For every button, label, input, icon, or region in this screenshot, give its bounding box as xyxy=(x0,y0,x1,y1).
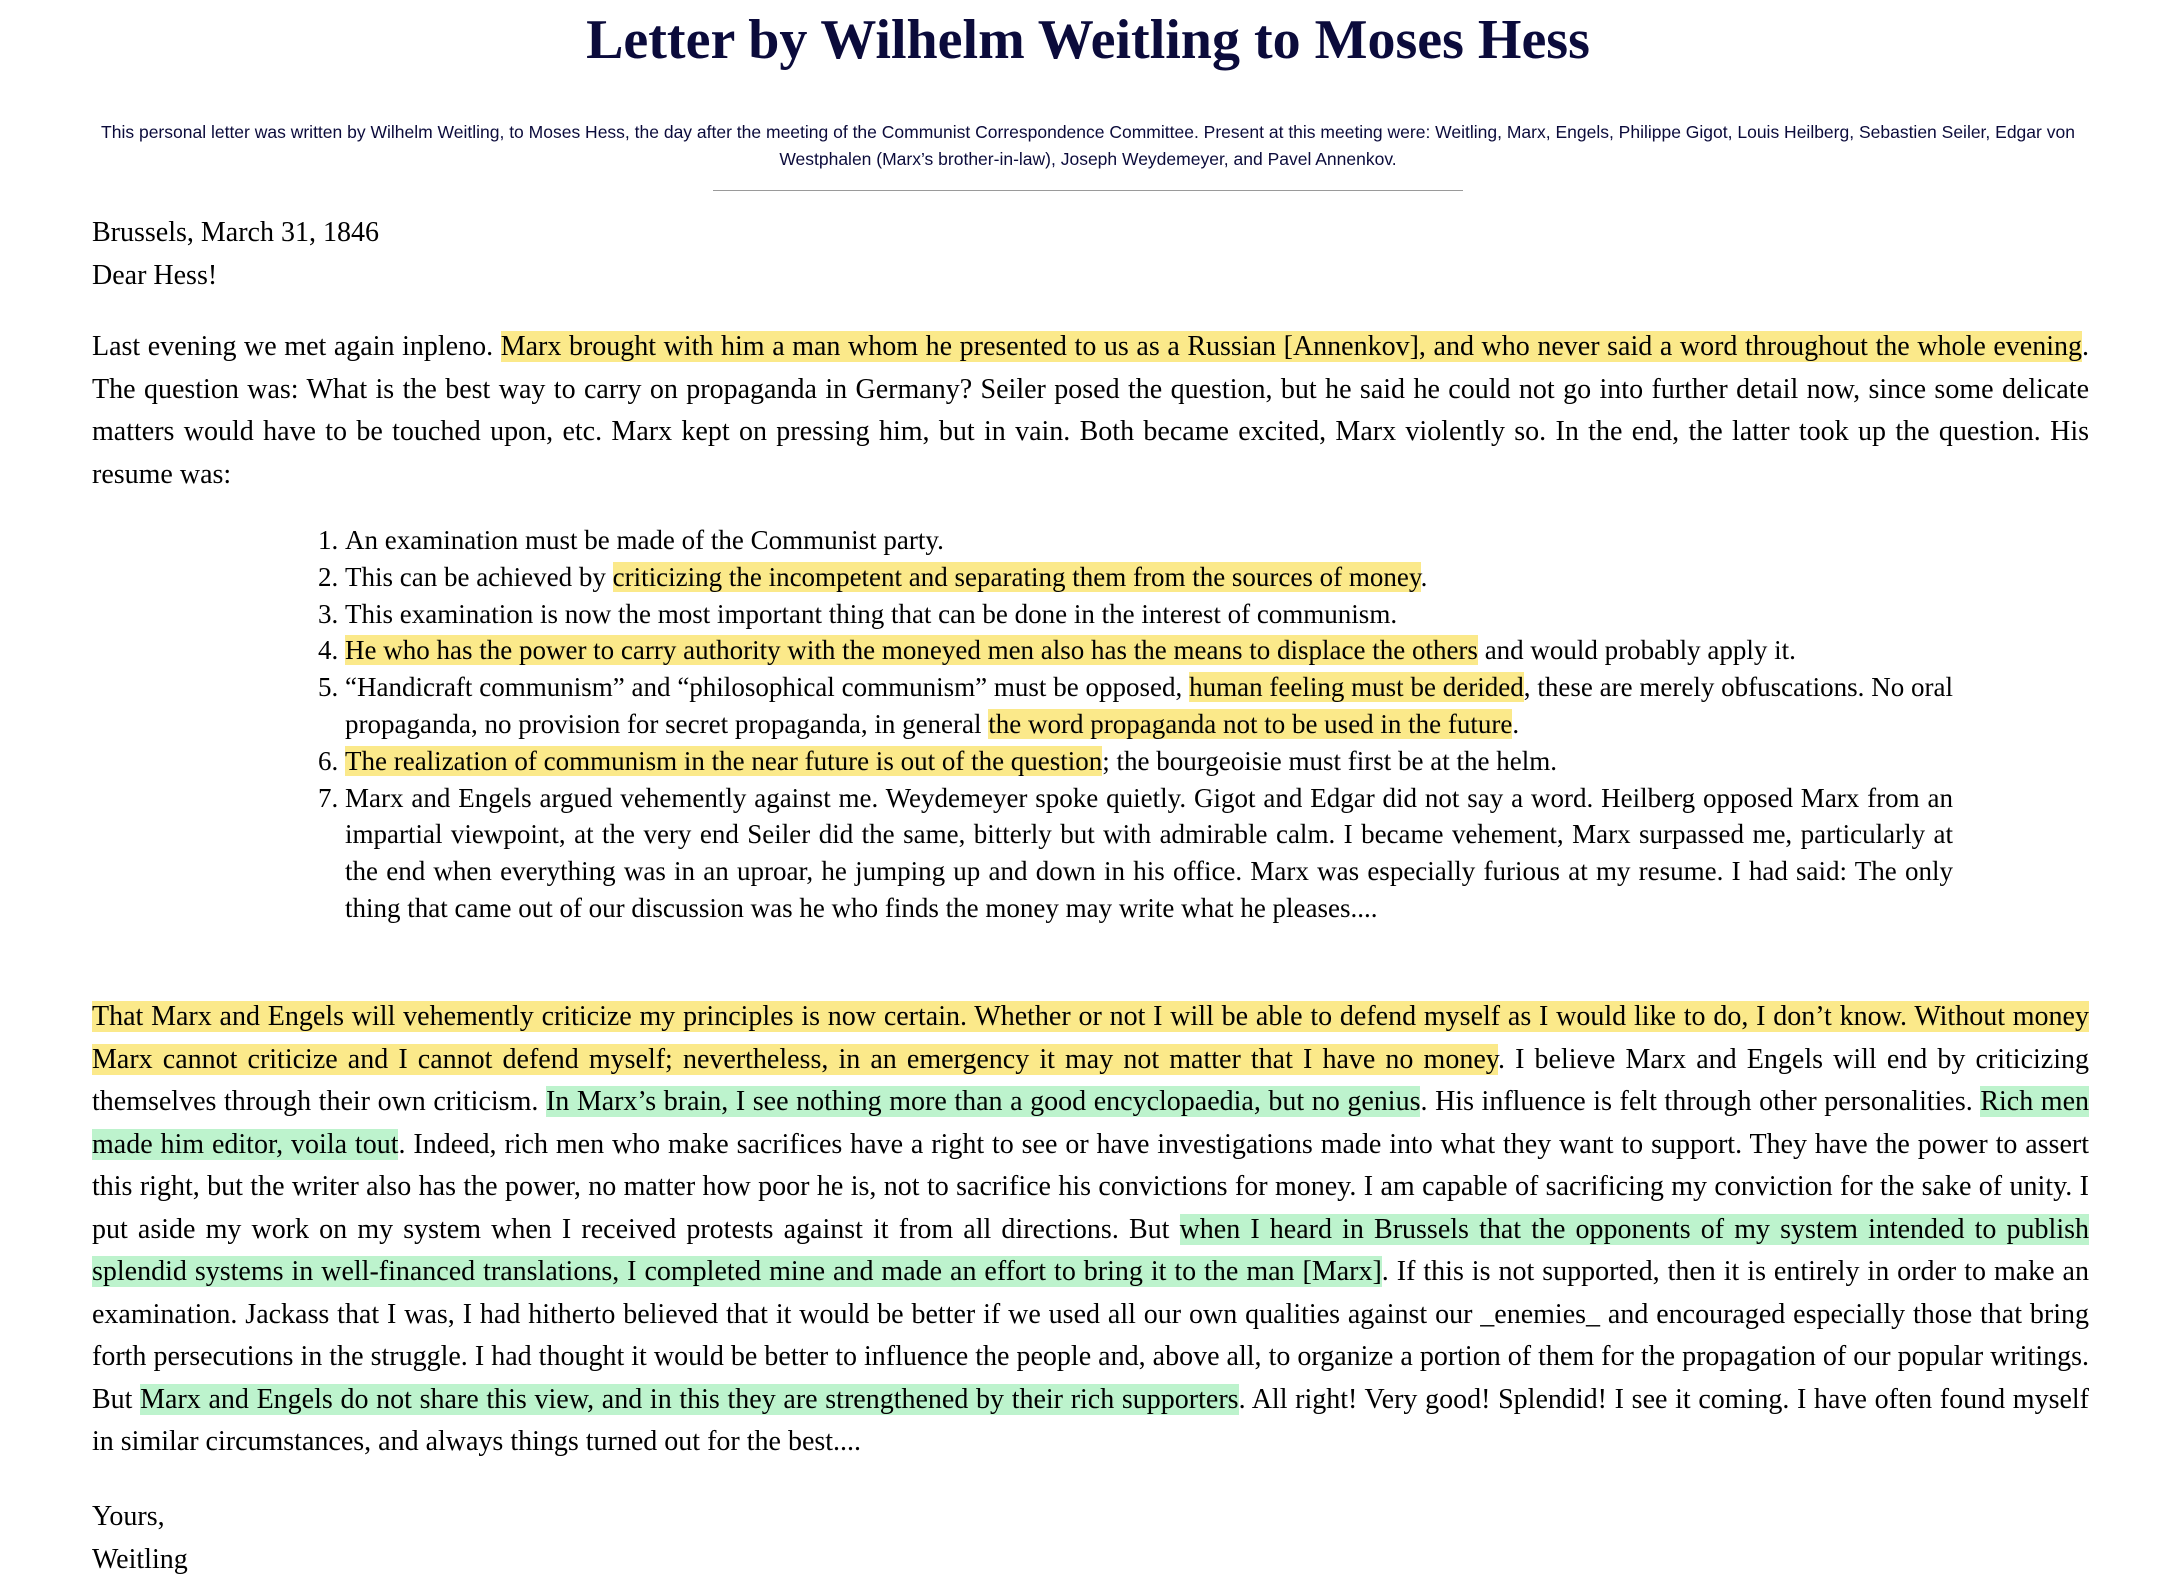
paragraph-1 xyxy=(92,326,2089,496)
place-date: Brussels, March 31, 1846 xyxy=(92,217,379,248)
list-item xyxy=(345,522,1953,559)
highlight-yellow: criticizing the incompetent and separating them from the sources of money xyxy=(612,561,1421,592)
paragraph-2-part-a: . I believe Marx and Engels will end by criticizing themselves through their own criticism. xyxy=(92,1043,2089,1117)
list-item xyxy=(345,743,1953,780)
resume-list xyxy=(300,522,1953,927)
intro-note: This personal letter was written by Wilhelm Weitling, to Moses Hess, the day after the meeting of the Communist Correspondence Committee. Present at this meeting were: Weitling, Marx, Engels, Philippe Gigot, Louis Heilberg, Sebastien Seiler, Edgar von Westphalen (Marx’s brother-in-law), Joseph Weydemeyer, and Pavel Annenkov. xyxy=(101,122,2075,169)
list-item xyxy=(345,669,1953,743)
list-item xyxy=(345,632,1953,669)
paragraph-2-part-b: . His influence is felt through other personalities. xyxy=(1420,1086,1981,1117)
list-item-text: This can be achieved by xyxy=(345,561,613,592)
list-item-text: , these are merely obfuscations. No oral propaganda, no provision for secret propaganda, in general xyxy=(345,672,1954,739)
list-item-text: and would probably apply it. xyxy=(1477,635,1796,666)
paragraph-1-part-a: Last evening we met again inpleno. xyxy=(92,331,501,362)
list-item xyxy=(345,596,1953,633)
paragraph-2-part-c: . Indeed, rich men who make sacrifices have a right to see or have investigations made into what they want to support. They have the power to assert this right, but the writer also has the power, no matter how poor he is, not to sacrifice his convictions for money. I am capable of sacrificing my conviction for the sake of unity. I put aside my work on my system when I received protests against it from all directions. But xyxy=(92,1128,2089,1245)
paragraph-2-part-d: . If this is not supported, then it is entirely in order to make an examination. Jackass that I was, I had hitherto believed that it would be better if we used all our own qualities against our _enemies_ and encouraged especially those that bring forth persecutions in the struggle. I had thought it would be better to influence the people and, above all, to organize a portion of them for the propagation of our popular writings. But xyxy=(92,1256,2089,1415)
highlight-green: when I heard in Brussels that the opponents of my system intended to publish splendid systems in well-financed translations, I completed mine and made an effort to bring it to the man [Marx] xyxy=(92,1213,2089,1287)
highlight-yellow: Marx brought with him a man whom he presented to us as a Russian [Annenkov], and who never said a word throughout the whole evening xyxy=(500,331,2082,362)
paragraph-2 xyxy=(92,996,2089,1464)
paragraph-1-text xyxy=(92,326,2089,496)
highlight-yellow: human feeling must be derided xyxy=(1189,672,1524,703)
paragraph-2-text xyxy=(92,996,2089,1464)
list-item-text: . xyxy=(1420,561,1428,592)
list-item xyxy=(345,559,1953,596)
list-item xyxy=(345,780,1953,927)
highlight-yellow: That Marx and Engels will vehemently criticize my principles is now certain. Whether or not I will be able to defend myself as I would like to do, I don’t know. Without money Marx cannot criticize and I cannot defend myself; nevertheless, in an emergency it may not matter that I have no money xyxy=(92,1001,2089,1075)
letter-heading xyxy=(92,212,2089,297)
highlight-green: In Marx’s brain, I see nothing more than a good encyclopaedia, but no genius xyxy=(545,1086,1421,1117)
list-item-text: ; the bourgeoisie must first be at the helm. xyxy=(1102,745,1557,776)
salutation: Dear Hess! xyxy=(92,259,218,291)
highlight-green: Marx and Engels do not share this view, and in this they are strengthened by their rich supporters xyxy=(140,1383,1239,1415)
list-item-text: An examination must be made of the Communist party. xyxy=(345,525,944,555)
list-item-text: . xyxy=(1512,708,1520,739)
list-item-text: This examination is now the most important thing that can be done in the interest of communism. xyxy=(345,598,1398,629)
paragraph-1-part-b: . The question was: What is the best way to carry on propaganda in Germany? Seiler posed the question, but he said he could not go into further detail now, since some delicate matters would have to be touched upon, etc. Marx kept on pressing him, but in vain. Both became excited, Marx violently so. In the end, the latter took up the question. His resume was: xyxy=(92,331,2089,490)
highlight-green: Rich men made him editor, voila tout xyxy=(92,1086,2090,1160)
letter-closing xyxy=(92,1496,2089,1581)
closing: Yours, xyxy=(92,1501,165,1532)
highlight-yellow: He who has the power to carry authority with the moneyed men also has the means to displace the others xyxy=(345,635,1478,666)
paragraph-2-part-e: . All right! Very good! Splendid! I see it coming. I have often found myself in similar circumstances, and always things turned out for the best.... xyxy=(92,1383,2089,1457)
page-title: Letter by Wilhelm Weitling to Moses Hess xyxy=(586,9,1590,71)
highlight-yellow: the word propaganda not to be used in the future xyxy=(988,708,1513,739)
highlight-yellow: The realization of communism in the near future is out of the question xyxy=(345,745,1103,776)
signature: Weitling xyxy=(92,1543,188,1575)
divider xyxy=(713,190,1463,191)
list-item-text: Marx and Engels argued vehemently against me. Weydemeyer spoke quietly. Gigot and Edgar did not say a word. Heilberg opposed Marx from an impartial viewpoint, at the very end Seiler did the same, bitterly but with admirable calm. I became vehement, Marx surpassed me, particularly at the end when everything was in an uproar, he jumping up and down in his office. Marx was especially furious at my resume. I had said: The only thing that came out of our discussion was he who finds the money may write what he pleases.... xyxy=(345,782,1953,923)
list-item-text: “Handicraft communism” and “philosophical communism” must be opposed, xyxy=(345,672,1190,703)
